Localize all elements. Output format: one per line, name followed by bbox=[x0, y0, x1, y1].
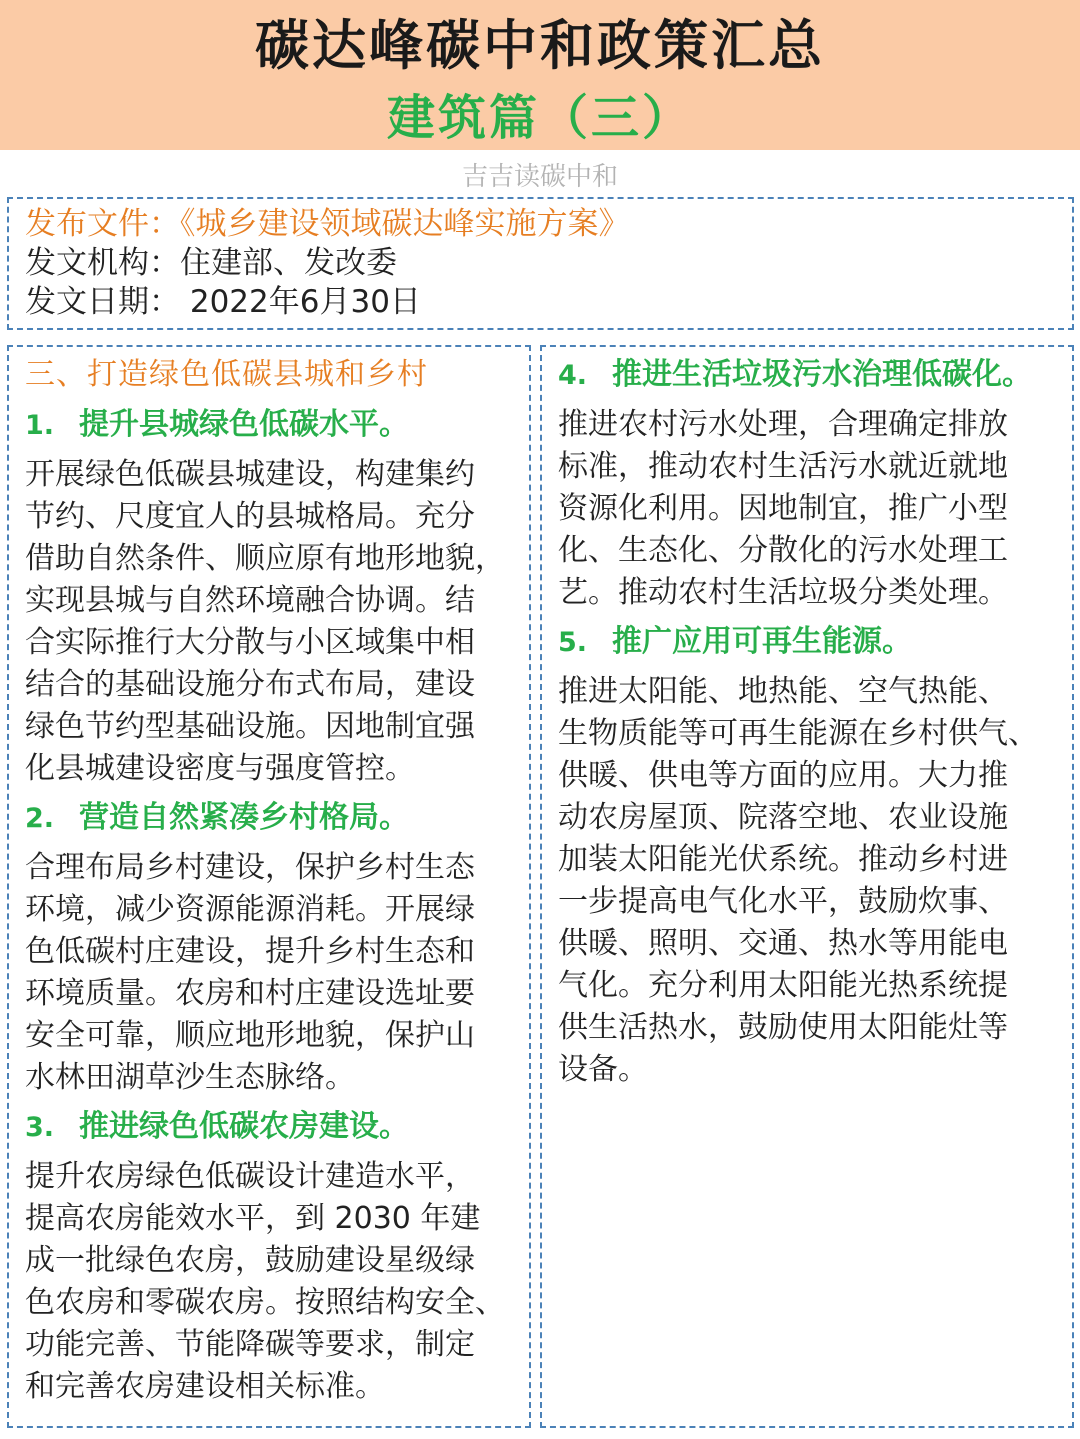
body-line: 供生活热水，鼓励使用太阳能灶等 bbox=[558, 1010, 1008, 1045]
item-heading-2 bbox=[25, 798, 529, 839]
body-line: 提高农房能效水平，到 2030 年建 bbox=[25, 1201, 481, 1236]
item-body-1 bbox=[25, 454, 529, 790]
section-title: 三、打造绿色低碳县城和乡村 bbox=[25, 357, 428, 392]
item-number: 2. bbox=[25, 803, 55, 834]
body-line: 标准，推动农村生活污水就近就地 bbox=[558, 449, 1008, 484]
item-number: 3. bbox=[25, 1112, 55, 1143]
body-line: 加装太阳能光伏系统。推动乡村进 bbox=[558, 842, 1008, 877]
item-body-3 bbox=[25, 1156, 529, 1408]
body-line: 实现县城与自然环境融合协调。结 bbox=[25, 583, 475, 618]
page-title: 碳达峰碳中和政策汇总 bbox=[255, 14, 825, 77]
body-line: 化县城建设密度与强度管控。 bbox=[25, 751, 415, 786]
left-column bbox=[7, 345, 531, 1428]
body-line: 艺。推动农村生活垃圾分类处理。 bbox=[558, 575, 1008, 610]
document-date-line: 发文日期： 2022年6月30日 bbox=[25, 284, 421, 320]
document-info-box bbox=[7, 197, 1074, 330]
body-line: 借助自然条件、顺应原有地形地貌， bbox=[25, 541, 505, 576]
item-title: 推进生活垃圾污水治理低碳化。 bbox=[612, 357, 1032, 392]
body-line: 设备。 bbox=[558, 1052, 648, 1087]
item-heading-5 bbox=[558, 622, 1072, 663]
body-line: 结合的基础设施分布式布局，建设 bbox=[25, 667, 475, 702]
body-line: 安全可靠，顺应地形地貌，保护山 bbox=[25, 1018, 475, 1053]
body-line: 资源化利用。因地制宜，推广小型 bbox=[558, 491, 1008, 526]
body-line: 节约、尺度宜人的县城格局。充分 bbox=[25, 499, 475, 534]
body-line: 推进太阳能、地热能、空气热能、 bbox=[558, 674, 1008, 709]
body-line: 和完善农房建设相关标准。 bbox=[25, 1369, 385, 1404]
body-line: 成一批绿色农房，鼓励建设星级绿 bbox=[25, 1243, 475, 1278]
body-line: 化、生态化、分散化的污水处理工 bbox=[558, 533, 1008, 568]
item-title: 推进绿色低碳农房建设。 bbox=[79, 1109, 409, 1144]
item-heading-3 bbox=[25, 1107, 529, 1148]
item-heading-4 bbox=[558, 355, 1072, 396]
body-line: 供暖、照明、交通、热水等用能电 bbox=[558, 926, 1008, 961]
body-line: 环境，减少资源能源消耗。开展绿 bbox=[25, 892, 475, 927]
item-number: 5. bbox=[558, 627, 588, 658]
body-line: 绿色节约型基础设施。因地制宜强 bbox=[25, 709, 475, 744]
item-number: 1. bbox=[25, 410, 55, 441]
body-line: 合实际推行大分散与小区域集中相 bbox=[25, 625, 475, 660]
body-line: 气化。充分利用太阳能光热系统提 bbox=[558, 968, 1008, 1003]
author-watermark: 吉吉读碳中和 bbox=[461, 162, 618, 192]
body-line: 生物质能等可再生能源在乡村供气、 bbox=[558, 716, 1038, 751]
item-body-2 bbox=[25, 847, 529, 1099]
item-body-4 bbox=[558, 404, 1072, 614]
item-title: 提升县城绿色低碳水平。 bbox=[79, 407, 409, 442]
body-line: 色低碳村庄建设，提升乡村生态和 bbox=[25, 934, 475, 969]
body-line: 色农房和零碳农房。按照结构安全、 bbox=[25, 1285, 505, 1320]
item-title: 推广应用可再生能源。 bbox=[612, 624, 912, 659]
body-line: 合理布局乡村建设，保护乡村生态 bbox=[25, 850, 475, 885]
right-column bbox=[540, 345, 1074, 1428]
page-subtitle: 建筑篇（三） bbox=[386, 90, 693, 146]
body-line: 推进农村污水处理，合理确定排放 bbox=[558, 407, 1008, 442]
item-body-5 bbox=[558, 671, 1072, 1091]
body-line: 功能完善、节能降碳等要求，制定 bbox=[25, 1327, 475, 1362]
item-title: 营造自然紧凑乡村格局。 bbox=[79, 800, 409, 835]
item-number: 4. bbox=[558, 360, 588, 391]
document-file-line: 发布文件：《城乡建设领域碳达峰实施方案》 bbox=[25, 206, 630, 242]
document-issuer-line: 发文机构：住建部、发改委 bbox=[25, 245, 397, 281]
header-banner bbox=[0, 0, 1080, 150]
body-line: 一步提高电气化水平，鼓励炊事、 bbox=[558, 884, 1008, 919]
item-heading-1 bbox=[25, 405, 529, 446]
body-line: 开展绿色低碳县城建设，构建集约 bbox=[25, 457, 475, 492]
body-line: 提升农房绿色低碳设计建造水平， bbox=[25, 1159, 475, 1194]
body-line: 水林田湖草沙生态脉络。 bbox=[25, 1060, 355, 1095]
body-line: 供暖、供电等方面的应用。大力推 bbox=[558, 758, 1008, 793]
body-line: 环境质量。农房和村庄建设选址要 bbox=[25, 976, 475, 1011]
body-line: 动农房屋顶、院落空地、农业设施 bbox=[558, 800, 1008, 835]
